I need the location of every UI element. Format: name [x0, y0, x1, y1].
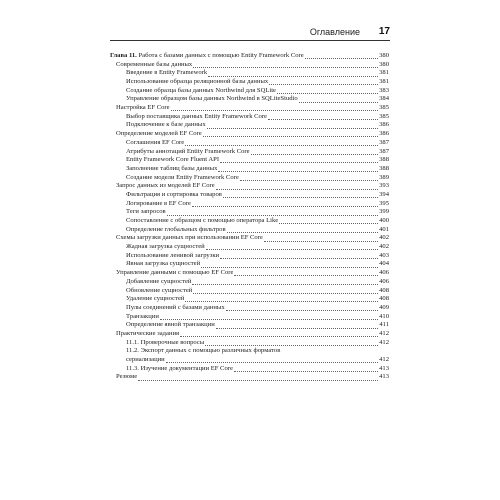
toc-entry-page: 409	[379, 303, 389, 311]
toc-subsection-entry[interactable]	[110, 156, 389, 165]
toc-entry-title: Добавление сущностей	[126, 277, 192, 285]
toc-entry-title: Соглашения EF Core	[126, 138, 185, 146]
toc-subsection-entry[interactable]	[110, 278, 389, 287]
toc-entry-title: 11.1. Проверочные вопросы	[126, 338, 205, 346]
toc-subsection-entry[interactable]	[110, 217, 389, 226]
toc-subsection-entry[interactable]	[110, 226, 389, 235]
leader-dots	[218, 170, 378, 172]
toc-entry-title: сериализации	[126, 356, 165, 364]
leader-dots	[166, 361, 378, 363]
toc-subsection-entry[interactable]	[110, 165, 389, 174]
leader-dots	[220, 161, 378, 163]
leader-dots	[269, 83, 378, 85]
toc-entry-title: Создание образца базы данных Northwind для SQLite	[126, 86, 276, 94]
leader-dots	[171, 109, 379, 111]
toc-entry-title: Запрос данных из моделей EF Core	[116, 182, 215, 190]
toc-entry-title: Жадная загрузка сущностей	[126, 243, 205, 251]
leader-dots	[220, 257, 378, 259]
toc-entry-title: Создание модели Entity Framework Core	[126, 173, 239, 181]
toc-entry-page: 406	[379, 277, 389, 285]
toc-entry-page: 411	[379, 321, 389, 329]
toc-subsection-entry[interactable]	[110, 113, 389, 122]
toc-entry-title: Удаление сущностей	[126, 295, 185, 303]
toc-entry-title: 11.3. Изучение документации EF Core	[126, 364, 233, 372]
toc-section-entry[interactable]	[110, 269, 389, 278]
toc-entry-title: Определение глобальных фильтров	[126, 225, 226, 233]
toc-section-entry[interactable]	[110, 104, 389, 113]
leader-dots	[180, 335, 378, 337]
toc-subsection-entry[interactable]	[110, 261, 389, 270]
toc-subsection-entry[interactable]	[110, 200, 389, 209]
toc-section-entry[interactable]	[110, 130, 389, 139]
toc-subsection-entry[interactable]	[110, 208, 389, 217]
leader-dots	[205, 344, 378, 346]
leader-dots	[234, 274, 378, 276]
toc-entry-page: 410	[379, 312, 389, 320]
leader-dots	[226, 309, 378, 311]
toc-entry-title: Использование ленивой загрузки	[126, 251, 220, 259]
table-of-contents	[110, 52, 389, 382]
leader-dots	[203, 135, 378, 137]
toc-subsection-entry[interactable]	[110, 365, 389, 374]
toc-subsection-entry[interactable]	[110, 69, 389, 78]
toc-entry-title: Теги запросов	[126, 208, 166, 216]
leader-dots	[193, 66, 378, 68]
toc-subsection-entry[interactable]	[110, 321, 389, 330]
toc-entry-title: Практические задания	[116, 329, 180, 337]
leader-dots	[193, 292, 378, 294]
toc-entry-title: Сопоставление с образцом с помощью оператора Like	[126, 217, 279, 225]
toc-entry-title: Определение явной транзакции	[126, 321, 215, 329]
toc-subsection-entry[interactable]	[110, 87, 389, 96]
toc-subsection-entry[interactable]	[110, 95, 389, 104]
toc-entry-line[interactable]: 11.2. Экспорт данных с помощью различных форматов	[126, 347, 281, 355]
toc-subsection-entry[interactable]	[110, 356, 389, 365]
toc-entry-page: 388	[379, 156, 389, 164]
toc-entry-page: 404	[379, 260, 389, 268]
toc-subsection-entry[interactable]	[110, 287, 389, 296]
leader-dots	[192, 283, 378, 285]
leader-dots	[167, 214, 378, 216]
toc-subsection-entry[interactable]	[110, 78, 389, 87]
leader-dots	[299, 101, 378, 103]
toc-subsection-entry[interactable]	[110, 313, 389, 322]
toc-entry-title: Явная загрузка сущностей	[126, 260, 201, 268]
toc-entry-page: 387	[379, 138, 389, 146]
toc-subsection-entry[interactable]	[110, 295, 389, 304]
leader-dots	[185, 300, 378, 302]
toc-entry-page: 384	[379, 95, 389, 103]
leader-dots	[240, 179, 378, 181]
toc-entry-page: 388	[379, 164, 389, 172]
leader-dots	[216, 188, 378, 190]
toc-entry-title: Фильтрация и сортировка товаров	[126, 190, 222, 198]
toc-section-entry[interactable]	[110, 234, 389, 243]
toc-entry-page: 412	[379, 338, 389, 346]
toc-entry-page: 380	[379, 60, 389, 68]
toc-entry-page: 400	[379, 217, 389, 225]
header-rule	[110, 40, 390, 41]
toc-entry-title: Введение в Entity Framework	[126, 69, 208, 77]
leader-dots	[279, 222, 378, 224]
toc-entry-title: Настройка EF Core	[116, 104, 170, 112]
leader-dots	[251, 153, 379, 155]
toc-entry-page: 386	[379, 130, 389, 138]
toc-entry-page: 395	[379, 199, 389, 207]
toc-entry-page: 412	[379, 356, 389, 364]
toc-entry-title: Выбор поставщика данных Entity Framework Core	[126, 112, 267, 120]
toc-subsection-entry[interactable]	[110, 139, 389, 148]
toc-entry-page: 385	[379, 104, 389, 112]
leader-dots	[268, 118, 378, 120]
page-header	[110, 27, 390, 41]
toc-entry-page: 401	[379, 225, 389, 233]
toc-entry-page: 412	[379, 329, 389, 337]
toc-entry-title: Определение моделей EF Core	[116, 130, 202, 138]
toc-entry-title: Использование образца реляционной базы данных	[126, 78, 269, 86]
toc-subsection-entry[interactable]	[110, 122, 389, 131]
toc-entry-page: 385	[379, 112, 389, 120]
leader-dots	[192, 205, 378, 207]
leader-dots	[223, 196, 378, 198]
toc-entry-page: 406	[379, 269, 389, 277]
leader-dots	[277, 92, 378, 94]
toc-entry-page: 413	[379, 364, 389, 372]
toc-section-entry[interactable]	[110, 182, 389, 191]
toc-entry-title: Entity Framework Core Fluent API	[126, 156, 220, 164]
toc-entry-page: 408	[379, 295, 389, 303]
chapter-label: Глава 11.	[110, 51, 137, 59]
toc-entry-page: 408	[379, 286, 389, 294]
chapter-title: Работа с базами данных с помощью Entity Framework Core	[138, 51, 304, 59]
leader-dots	[207, 127, 378, 129]
toc-entry-title: Управление образцом базы данных Northwind в SQLiteStudio	[126, 95, 298, 103]
toc-entry-page: 381	[379, 78, 389, 86]
toc-entry-page: 383	[379, 86, 389, 94]
toc-entry-page: 386	[379, 121, 389, 129]
toc-entry-page: 399	[379, 208, 389, 216]
toc-entry-title: Атрибуты аннотаций Entity Framework Core	[126, 147, 250, 155]
toc-entry-title: Схемы загрузки данных при использовании EF Core	[116, 234, 263, 242]
leader-dots	[160, 318, 378, 320]
toc-entry-title: Управление данными с помощью EF Core	[116, 269, 234, 277]
toc-section-entry[interactable]	[110, 61, 389, 70]
toc-entry-page: 387	[379, 147, 389, 155]
toc-entry-title: Пулы соединений с базами данных	[126, 303, 225, 311]
toc-subsection-entry[interactable]	[110, 339, 389, 348]
toc-entry-title: Транзакции	[126, 312, 159, 320]
toc-entry-title: Заполнение таблиц базы данных	[126, 164, 218, 172]
leader-dots	[201, 266, 378, 268]
leader-dots	[234, 370, 378, 372]
toc-subsection-entry[interactable]	[110, 252, 389, 261]
toc-entry-page: 402	[379, 234, 389, 242]
header-title: Оглавление	[309, 27, 360, 37]
toc-entry-page: 393	[379, 182, 389, 190]
toc-entry-title: Современные базы данных	[116, 60, 193, 68]
toc-entry-page: 381	[379, 69, 389, 77]
toc-section-entry[interactable]	[110, 373, 389, 382]
leader-dots	[138, 379, 378, 381]
toc-section-entry[interactable]	[110, 330, 389, 339]
toc-entry-page: 402	[379, 243, 389, 251]
toc-entry-page: 403	[379, 251, 389, 259]
toc-subsection-entry[interactable]	[110, 243, 389, 252]
leader-dots	[216, 327, 379, 329]
header-page-number: 17	[378, 26, 390, 37]
leader-dots	[208, 75, 378, 77]
toc-subsection-entry[interactable]	[110, 191, 389, 200]
chapter-page: 380	[379, 51, 389, 59]
toc-subsection-entry[interactable]	[110, 148, 389, 157]
leader-dots	[227, 231, 379, 233]
toc-subsection-entry[interactable]	[110, 174, 389, 183]
toc-entry-title: Подключение к базе данных	[126, 121, 206, 129]
chapter-entry[interactable]	[110, 52, 389, 61]
toc-entry-page: 389	[379, 173, 389, 181]
leader-dots	[264, 240, 378, 242]
leader-dots	[185, 144, 378, 146]
toc-entry-page: 394	[379, 190, 389, 198]
leader-dots	[206, 248, 378, 250]
toc-entry-title: Обновление сущностей	[126, 286, 193, 294]
toc-entry-page: 413	[379, 373, 389, 381]
toc-entry-title: Логирование в EF Core	[126, 199, 191, 207]
toc-subsection-entry[interactable]	[110, 304, 389, 313]
toc-entry-title: Резюме	[116, 373, 138, 381]
leader-dots	[305, 57, 378, 59]
